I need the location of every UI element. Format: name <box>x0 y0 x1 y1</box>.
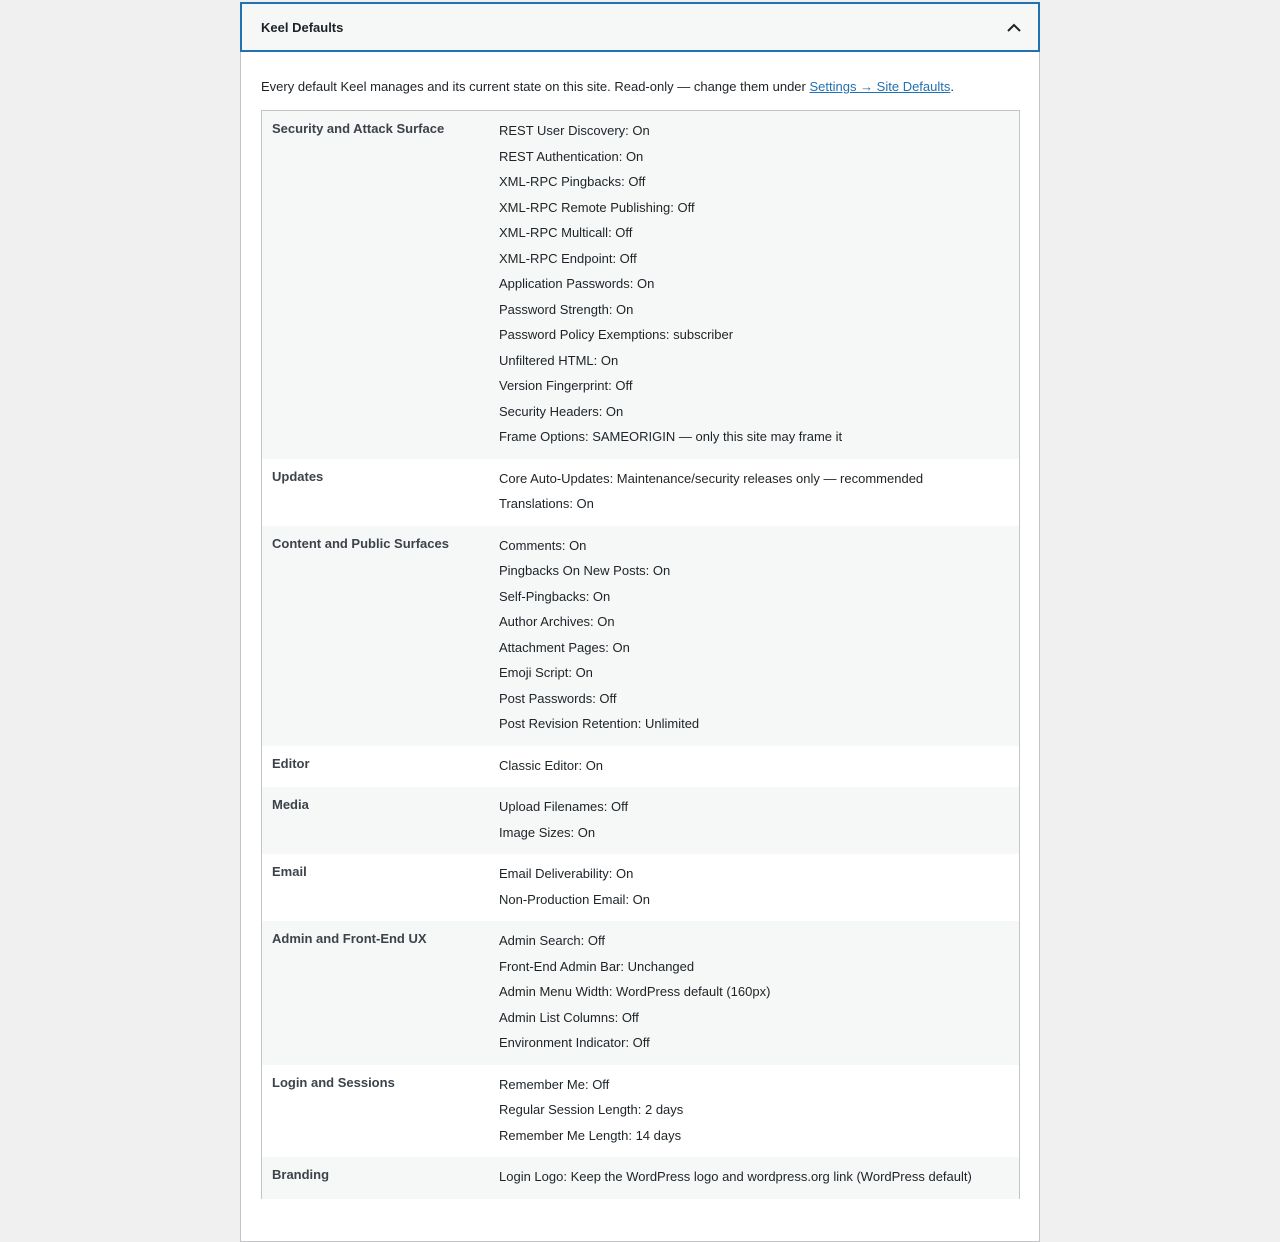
section-name: Security and Attack Surface <box>272 121 445 136</box>
section-name: Updates <box>272 468 324 484</box>
defaults-row <box>262 111 1019 459</box>
setting-item: Login Logo: Keep the WordPress logo and wordpress.org link (WordPress default) <box>499 1169 972 1184</box>
setting-item: Post Revision Retention: Unlimited <box>499 716 700 731</box>
section-name: Content and Public Surfaces <box>272 535 449 551</box>
setting-item: Security Headers: On <box>499 403 624 419</box>
intro-paragraph <box>261 77 1021 97</box>
setting-item: Version Fingerprint: Off <box>499 378 633 393</box>
setting-item: Password Policy Exemptions: subscriber <box>499 327 734 342</box>
setting-item: Email Deliverability: On <box>499 866 634 881</box>
defaults-row <box>262 854 1019 921</box>
setting-list <box>499 753 1019 779</box>
setting-item: Non-Production Email: On <box>499 891 651 907</box>
section-name: Admin and Front-End UX <box>272 931 427 946</box>
setting-item: XML-RPC Multicall: Off <box>499 225 633 240</box>
setting-item: Classic Editor: On <box>499 757 604 773</box>
setting-item: Frame Options: SAMEORIGIN — only this site may frame it <box>499 429 843 444</box>
setting-item: Translations: On <box>499 496 594 511</box>
defaults-row <box>262 787 1019 854</box>
setting-item: Core Auto-Updates: Maintenance/security releases only — recommended <box>499 470 924 486</box>
defaults-row <box>262 1157 1019 1199</box>
chevron-up-icon[interactable] <box>1002 16 1026 40</box>
setting-item: Self-Pingbacks: On <box>499 588 611 604</box>
setting-list <box>499 861 1019 912</box>
section-name: Media <box>272 797 309 812</box>
setting-item: Author Archives: On <box>499 614 615 629</box>
setting-item: Image Sizes: On <box>499 824 596 840</box>
section-name: Email <box>272 864 307 879</box>
setting-item: Comments: On <box>499 537 587 553</box>
setting-list <box>499 1072 1019 1149</box>
setting-list <box>499 533 1019 737</box>
setting-list <box>499 794 1019 845</box>
defaults-row <box>262 1065 1019 1158</box>
setting-item: Attachment Pages: On <box>499 639 630 655</box>
defaults-row <box>262 459 1019 526</box>
setting-item: REST Authentication: On <box>499 148 644 164</box>
postbox-header[interactable] <box>240 2 1040 52</box>
setting-list <box>499 466 1019 517</box>
intro-end: . <box>950 79 955 94</box>
setting-item: REST User Discovery: On <box>499 123 650 138</box>
setting-item: Admin Menu Width: WordPress default (160px) <box>499 984 771 999</box>
defaults-row <box>262 921 1019 1065</box>
section-name: Editor <box>272 755 310 771</box>
setting-item: Environment Indicator: Off <box>499 1035 650 1050</box>
setting-item: XML-RPC Pingbacks: Off <box>499 174 646 189</box>
setting-item: Upload Filenames: Off <box>499 799 629 814</box>
setting-list <box>499 928 1019 1056</box>
setting-item: Admin List Columns: Off <box>499 1009 639 1025</box>
postbox-title: Keel Defaults <box>261 20 344 35</box>
defaults-row <box>262 746 1019 788</box>
setting-item: Application Passwords: On <box>499 276 655 291</box>
setting-item: Post Passwords: Off <box>499 690 617 706</box>
setting-item: Regular Session Length: 2 days <box>499 1102 684 1117</box>
setting-list <box>499 1164 1019 1190</box>
setting-list <box>499 118 1019 450</box>
defaults-row <box>262 526 1019 746</box>
setting-item: Remember Me Length: 14 days <box>499 1127 682 1143</box>
setting-item: XML-RPC Remote Publishing: Off <box>499 199 695 215</box>
intro-text: Every default Keel manages and its current state on this site. Read-only — change them under <box>261 79 810 94</box>
setting-item: Front-End Admin Bar: Unchanged <box>499 958 695 974</box>
settings-site-defaults-link[interactable]: Settings → Site Defaults <box>809 79 951 94</box>
setting-item: Unfiltered HTML: On <box>499 352 619 368</box>
setting-item: Admin Search: Off <box>499 933 605 948</box>
section-name: Branding <box>272 1167 330 1182</box>
setting-item: Password Strength: On <box>499 301 634 317</box>
setting-item: Emoji Script: On <box>499 665 593 680</box>
defaults-table <box>261 110 1020 1199</box>
section-name: Login and Sessions <box>272 1074 395 1090</box>
setting-item: XML-RPC Endpoint: Off <box>499 250 637 266</box>
keel-defaults-postbox <box>240 2 1040 1242</box>
setting-item: Pingbacks On New Posts: On <box>499 563 671 578</box>
setting-item: Remember Me: Off <box>499 1076 610 1092</box>
